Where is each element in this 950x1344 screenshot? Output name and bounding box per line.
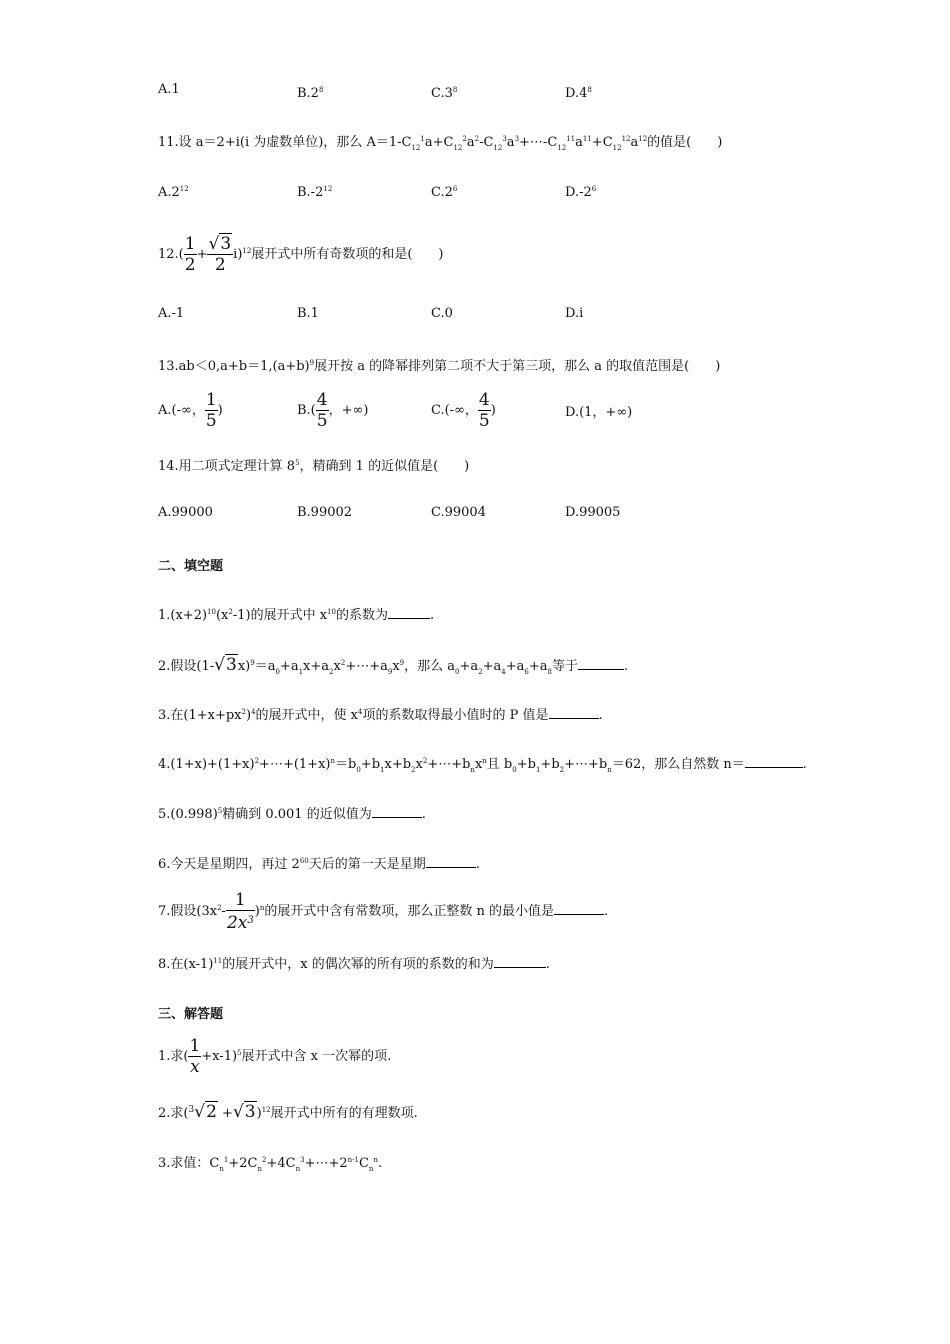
solve-question-2: 2.求$(^3√2 +√3)^{12}$展开式中所有的有理数项. [158, 1095, 418, 1129]
q14-option-b: B.99002 [297, 505, 353, 520]
fill-question-3: 3.在$(1+x+px^2)^4$的展开式中，使 $x^4$项的系数取得最小值时的 P 值是 . [158, 708, 603, 723]
q13-option-b: B.( $\frac{4}{5}$ ，+∞) [297, 390, 369, 431]
answer-blank [745, 757, 803, 768]
fill-question-8: 8.在$(x-1)^{11}$的展开式中，x 的偶次幂的所有项的系数的和为 . [158, 957, 550, 972]
fraction-root3-half: $\frac{√3}{2}$ [208, 234, 232, 275]
q13-option-a: A.(-∞， $\frac{1}{5}$ ) [158, 390, 223, 431]
fraction-1-over-x: $\frac{1}{x}$ [189, 1036, 201, 1077]
q13-question: $13.ab<0,a+b=1,(a+b)^9$展开按 a 的降幂排列第二项不大于第三项，那么 a 的取值范围是( ) [158, 359, 721, 374]
answer-blank [388, 608, 430, 619]
q11-question: 11.设 a＝2+i(i 为虚数单位)，那么 $A=1-C_{12}^1a+C_{12}^2a^2-C_{12}^3a^3+\cdots-C_{12}^{11}a^{11}+C_{12}^{12}a^{12}$的值是( ) [158, 135, 723, 152]
fill-question-4: $4.(1+x)+(1+x)^2+\cdots+(1+x)^n=b_0+b_1x+b_2x^2+\cdots+b_nx^n$且 $b_0+b_1+b_2+\cdots+b_n=62$，那么自然数 n＝ . [158, 757, 807, 774]
fraction-one-half: $\frac{1}{2}$ [184, 234, 196, 275]
fill-question-2: 2.假设$(1-√3x)^9=a_0+a_1x+a_2x^2+\cdots+a_9x^9$，那么 $a_0+a_2+a_4+a_6+a_8$等于 . [158, 648, 628, 687]
fill-question-1: $1.(x+2)^{10}(x^2-1)$的展开式中 $x^{10}$的系数为 . [158, 608, 435, 623]
solve-question-3: 3.求值：$C_n^1+2C_n^2+4C_n^3+\cdots+2^{n-1}C_n^n$. [158, 1156, 383, 1173]
q14-option-c: C.99004 [431, 505, 486, 520]
fill-question-7: 7.假设($3x^2-$ $\frac{1}{2x^3}$ )$^n$的展开式中含有常数项，那么正整数 n 的最小值是 . [158, 890, 609, 933]
section-solve-heading: 三、解答题 [158, 1007, 224, 1022]
sqrt-3: √3 [214, 655, 237, 675]
q14-option-a: A.99000 [158, 505, 213, 520]
q13-option-c: C.(-∞， $\frac{4}{5}$ ) [431, 390, 496, 431]
solve-question-1: 1.求( $\frac{1}{x}$ +x-1)$^5$展开式中含 x 一次幂的项. [158, 1036, 392, 1077]
answer-blank [578, 659, 624, 670]
q11-option-d: $D.-2^6$ [565, 185, 597, 200]
q10-option-b: $B.2^8$ [297, 86, 324, 101]
answer-blank [494, 957, 546, 968]
answer-blank [554, 904, 604, 915]
q10-option-a: A.1 [158, 82, 180, 97]
q12-option-d: D.i [565, 306, 584, 321]
q14-option-d: D.99005 [565, 505, 621, 520]
q11-option-c: $C.2^6$ [431, 185, 458, 200]
cube-root-2: √2 [194, 1102, 217, 1122]
answer-blank [549, 708, 599, 719]
section-fill-heading: 二、填空题 [158, 559, 224, 574]
answer-blank [372, 807, 422, 818]
fraction-1-over-2x3: $\frac{1}{2x^3}$ [226, 890, 254, 933]
q11-option-b: $B.-2^{12}$ [297, 185, 333, 200]
q12-option-b: B.1 [297, 306, 319, 321]
q14-question: 14.用二项式定理计算 $8^5$，精确到 1 的近似值是( ) [158, 459, 470, 474]
q11-option-a: $A.2^{12}$ [158, 185, 189, 200]
fill-question-5: $5.(0.998)^5$精确到 0.001 的近似值为 . [158, 807, 426, 822]
q12-option-c: C.0 [431, 306, 453, 321]
answer-blank [426, 857, 476, 868]
fill-question-6: 6.今天是星期四，再过 $2^{60}$天后的第一天是星期 . [158, 857, 480, 872]
q12-question: 12.( $\frac{1}{2}$ + $\frac{√3}{2}$ i)$^{12}$展开式中所有奇数项的和是( ) [158, 234, 444, 275]
q13-option-d: D.(1，+∞) [565, 405, 633, 420]
sqrt-3: √3 [232, 1102, 256, 1122]
q12-option-a: A.-1 [158, 306, 185, 321]
q10-option-c: $C.3^8$ [431, 86, 458, 101]
q10-option-d: $D.4^8$ [565, 86, 592, 101]
